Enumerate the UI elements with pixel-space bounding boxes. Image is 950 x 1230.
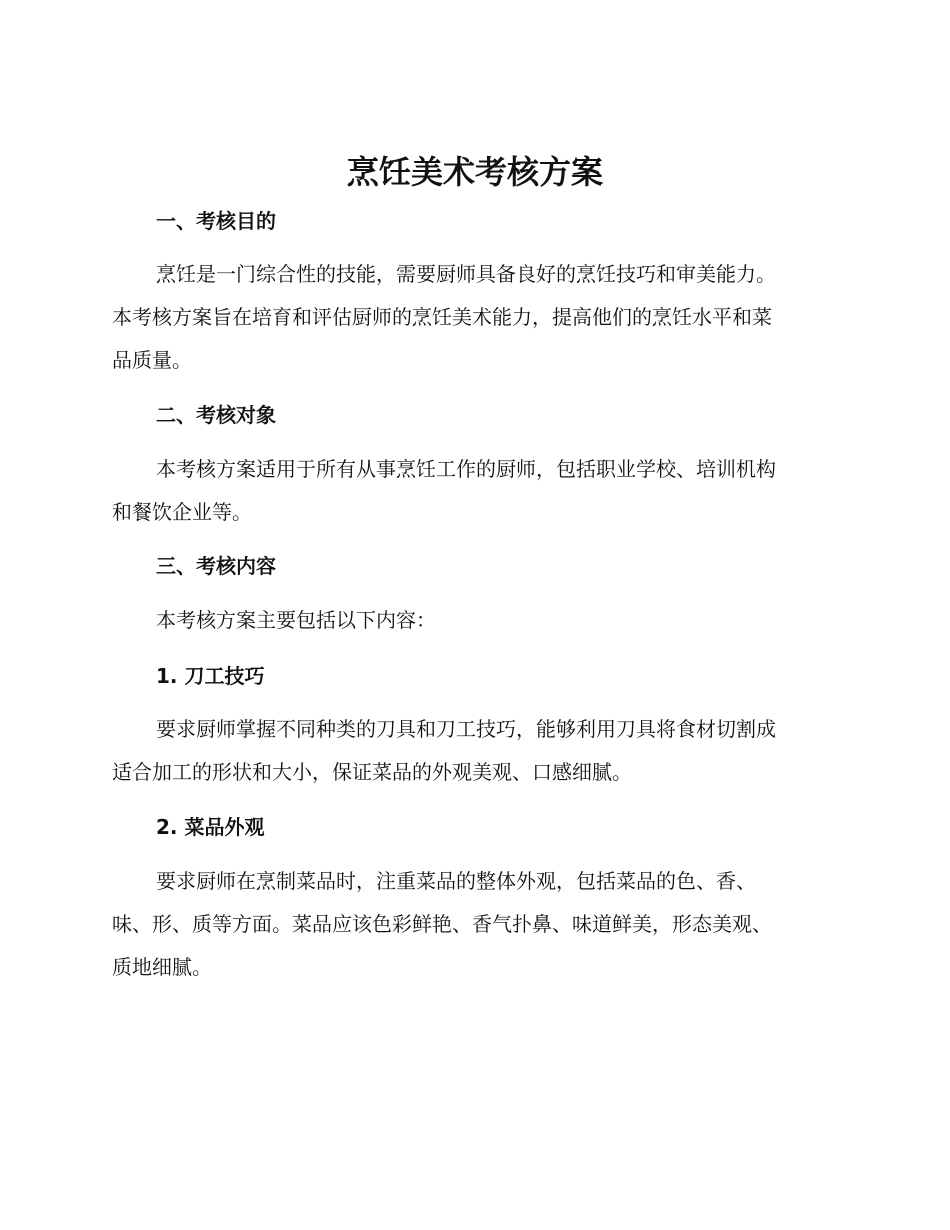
paragraph-line: 质地细腻。 (112, 955, 212, 979)
subsection-paragraph-dish-appearance (112, 860, 842, 989)
document-title: 烹饪美术考核方案 (346, 153, 603, 191)
paragraph-line: 和餐饮企业等。 (112, 500, 252, 524)
section-paragraph-target (112, 448, 842, 534)
section-heading-content: 三、考核内容 (156, 554, 276, 578)
paragraph-line: 烹饪是一门综合性的技能，需要厨师具备良好的烹饪技巧和审美能力。 (156, 262, 776, 286)
paragraph-line: 品质量。 (112, 348, 192, 372)
subsection-heading-dish-appearance: 2. 菜品外观 (156, 815, 265, 839)
paragraph-line: 要求厨师在烹制菜品时，注重菜品的整体外观，包括菜品的色、香、 (156, 869, 756, 893)
section-heading-purpose: 一、考核目的 (156, 209, 276, 233)
paragraph-line: 适合加工的形状和大小，保证菜品的外观美观、口感细腻。 (112, 760, 632, 784)
section-heading-target: 二、考核对象 (156, 403, 276, 427)
section-intro-content (112, 599, 842, 642)
section-paragraph-purpose (112, 253, 842, 382)
paragraph-line: 本考核方案旨在培育和评估厨师的烹饪美术能力，提高他们的烹饪水平和菜 (112, 305, 772, 329)
paragraph-line: 本考核方案适用于所有从事烹饪工作的厨师，包括职业学校、培训机构 (156, 457, 776, 481)
paragraph-line: 要求厨师掌握不同种类的刀具和刀工技巧，能够利用刀具将食材切割成 (156, 717, 776, 741)
paragraph-line: 味、形、质等方面。菜品应该色彩鲜艳、香气扑鼻、味道鲜美，形态美观、 (112, 912, 772, 936)
subsection-paragraph-knife-skills (112, 708, 842, 794)
paragraph-line: 本考核方案主要包括以下内容： (156, 608, 436, 632)
subsection-heading-knife-skills: 1. 刀工技巧 (156, 664, 265, 688)
